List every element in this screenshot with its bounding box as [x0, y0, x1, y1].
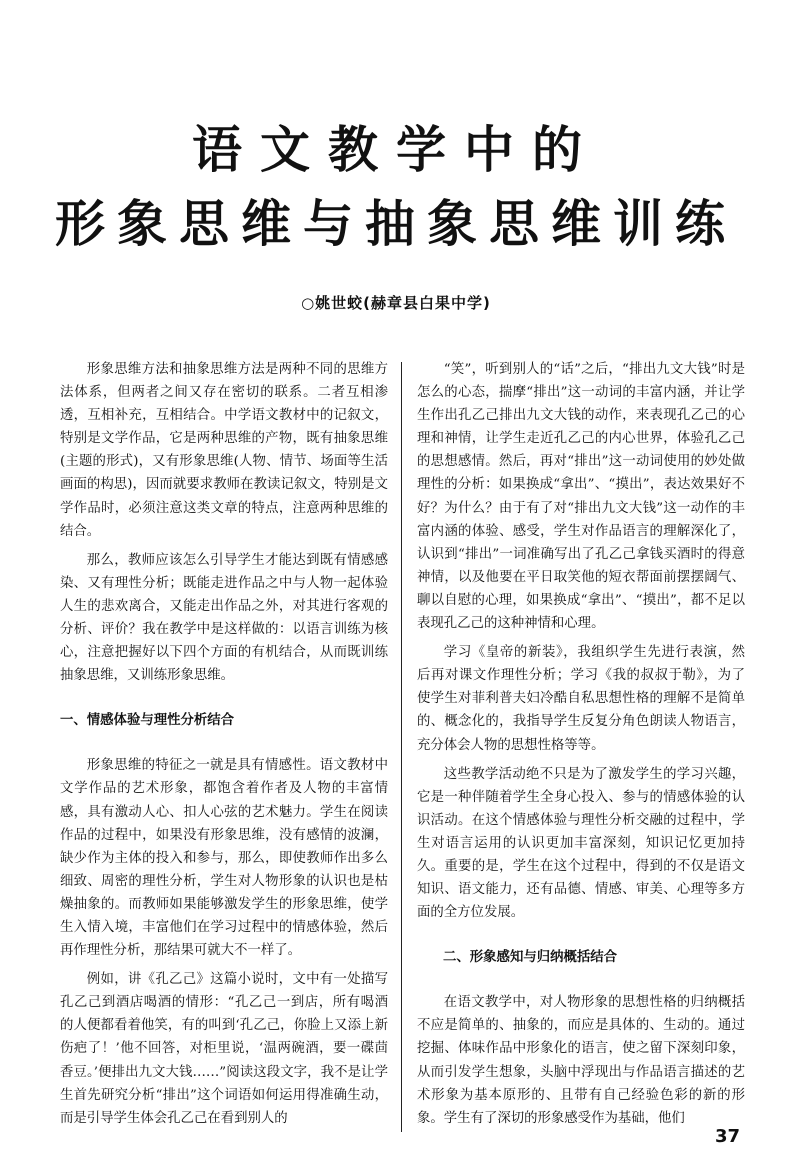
article-title-line1: 语文教学中的	[192, 121, 600, 179]
author-byline: ○姚世蛟(赫章县白果中学)	[301, 294, 491, 312]
paragraph: 那么，教师应该怎么引导学生才能达到既有情感感染、又有理性分析；既能走进作品之中与人物一起体验人生的悲欢离合，又能走出作品之外，对其进行客观的分析、评价？我在教学中是这样做的：以语言训练为核心，注意把握好以下四个方面的有机结合，从而既训练抽象思维，又训练形象思维。	[60, 552, 388, 684]
right-column	[417, 358, 745, 1136]
paragraph: 例如，讲《孔乙己》这篇小说时，文中有一处描写孔乙己到酒店喝酒的情形：“孔乙己一到店，所有喝酒的人便都看着他笑，有的叫到‘孔乙己，你脸上又添上新伤疤了！’他不回答，对柜里说，‘温两碗酒，要一碟茴香豆。’便排出九文大钱……”阅读这段文字，我不是让学生首先研究分析“排出”这个词语如何运用得准确生动，而是引导学生体会孔乙己在看到别人的	[60, 972, 388, 1126]
paragraph: 形象思维方法和抽象思维方法是两种不同的思维方法体系，但两者之间又存在密切的联系。二者互相渗透，互相补充，互相结合。中学语文教材中的记叙文，特别是文学作品，它是两种思维的产物，既有抽象思维(主题的形式)，又有形象思维(人物、情节、场面等生活画面的构思)，因而就要求教师在教读记叙文，特别是文学作品时，必须注意这类文章的特点，注意两种思维的结合。	[60, 362, 388, 539]
paragraph: 学习《皇帝的新装》，我组织学生先进行表演，然后再对课文作理性分析；学习《我的叔叔于勒》，为了使学生对菲利普夫妇冷酷自私思想性格的理解不是简单的、概念化的，我指导学生反复分角色朗读人物语言，充分体会人物的思想性格等等。	[417, 645, 745, 753]
column-divider	[401, 362, 402, 1132]
section-heading-1: 一、情感体验与理性分析结合	[60, 713, 235, 729]
paragraph: “笑”，听到别人的“话”之后，“排出九文大钱”时是怎么的心态，揣摩“排出”这一动词的丰富内涵，并让学生作出孔乙己排出九文大钱的动作，来表现孔乙己的心理和神情，让学生走近孔乙己的内心世界，体验孔乙己的思想感情。然后，再对“排出”这一动词使用的妙处做理性的分析：如果换成“拿出”、“摸出”，表达效果好不好？为什么？由于有了对“排出九文大钱”这一动作的丰富内涵的体验、感受，学生对作品语言的理解深化了，认识到“排出”一词准确写出了孔乙己拿钱买酒时的得意神情，以及他要在平日取笑他的短衣帮面前摆摆阔气、聊以自慰的心理，如果换成“拿出”、“摸出”，都不足以表现孔乙己的这种神情和心理。	[417, 362, 745, 632]
paragraph: 这些教学活动绝不只是为了激发学生的学习兴趣，它是一种伴随着学生全身心投入、参与的情感体验的认识活动。在这个情感体验与理性分析交融的过程中，学生对语言运用的认识更加丰富深刻，知识记忆更加持久。重要的是，学生在这个过程中，得到的不仅是语文知识、语文能力，还有品德、情感、审美、心理等多方面的全方位发展。	[417, 766, 745, 921]
page-number: 37	[714, 1126, 740, 1147]
paragraph: 形象思维的特征之一就是具有情感性。语文教材中文学作品的艺术形象，都饱含着作者及人物的丰富情感，具有激动人心、扣人心弦的艺术魅力。学生在阅读作品的过程中，如果没有形象思维，没有感情的波澜，缺少作为主体的投入和参与，那么，即使教师作出多么细致、周密的理性分析，学生对人物形象的认识也是枯燥抽象的。而教师如果能够激发学生的形象思维，使学生入情入境，丰富他们在学习过程中的情感体验，然后再作理性分析，那结果可就大不一样了。	[60, 758, 388, 959]
section-heading-2: 二、形象感知与归纳概括结合	[443, 950, 618, 966]
paragraph: 在语文教学中，对人物形象的思想性格的归纳概括不应是简单的、抽象的，而应是具体的、生动的。通过挖掘、体味作品中形象化的语言，使之留下深刻印象，从而引发学生想象，头脑中浮现出与作品语言描述的艺术形象为基本原形的、且带有自己经验色彩的新的形象。学生有了深切的形象感受作为基础，他们	[417, 995, 745, 1126]
article-title-line2: 形象思维与抽象思维训练	[55, 195, 737, 253]
left-column	[60, 358, 388, 1136]
